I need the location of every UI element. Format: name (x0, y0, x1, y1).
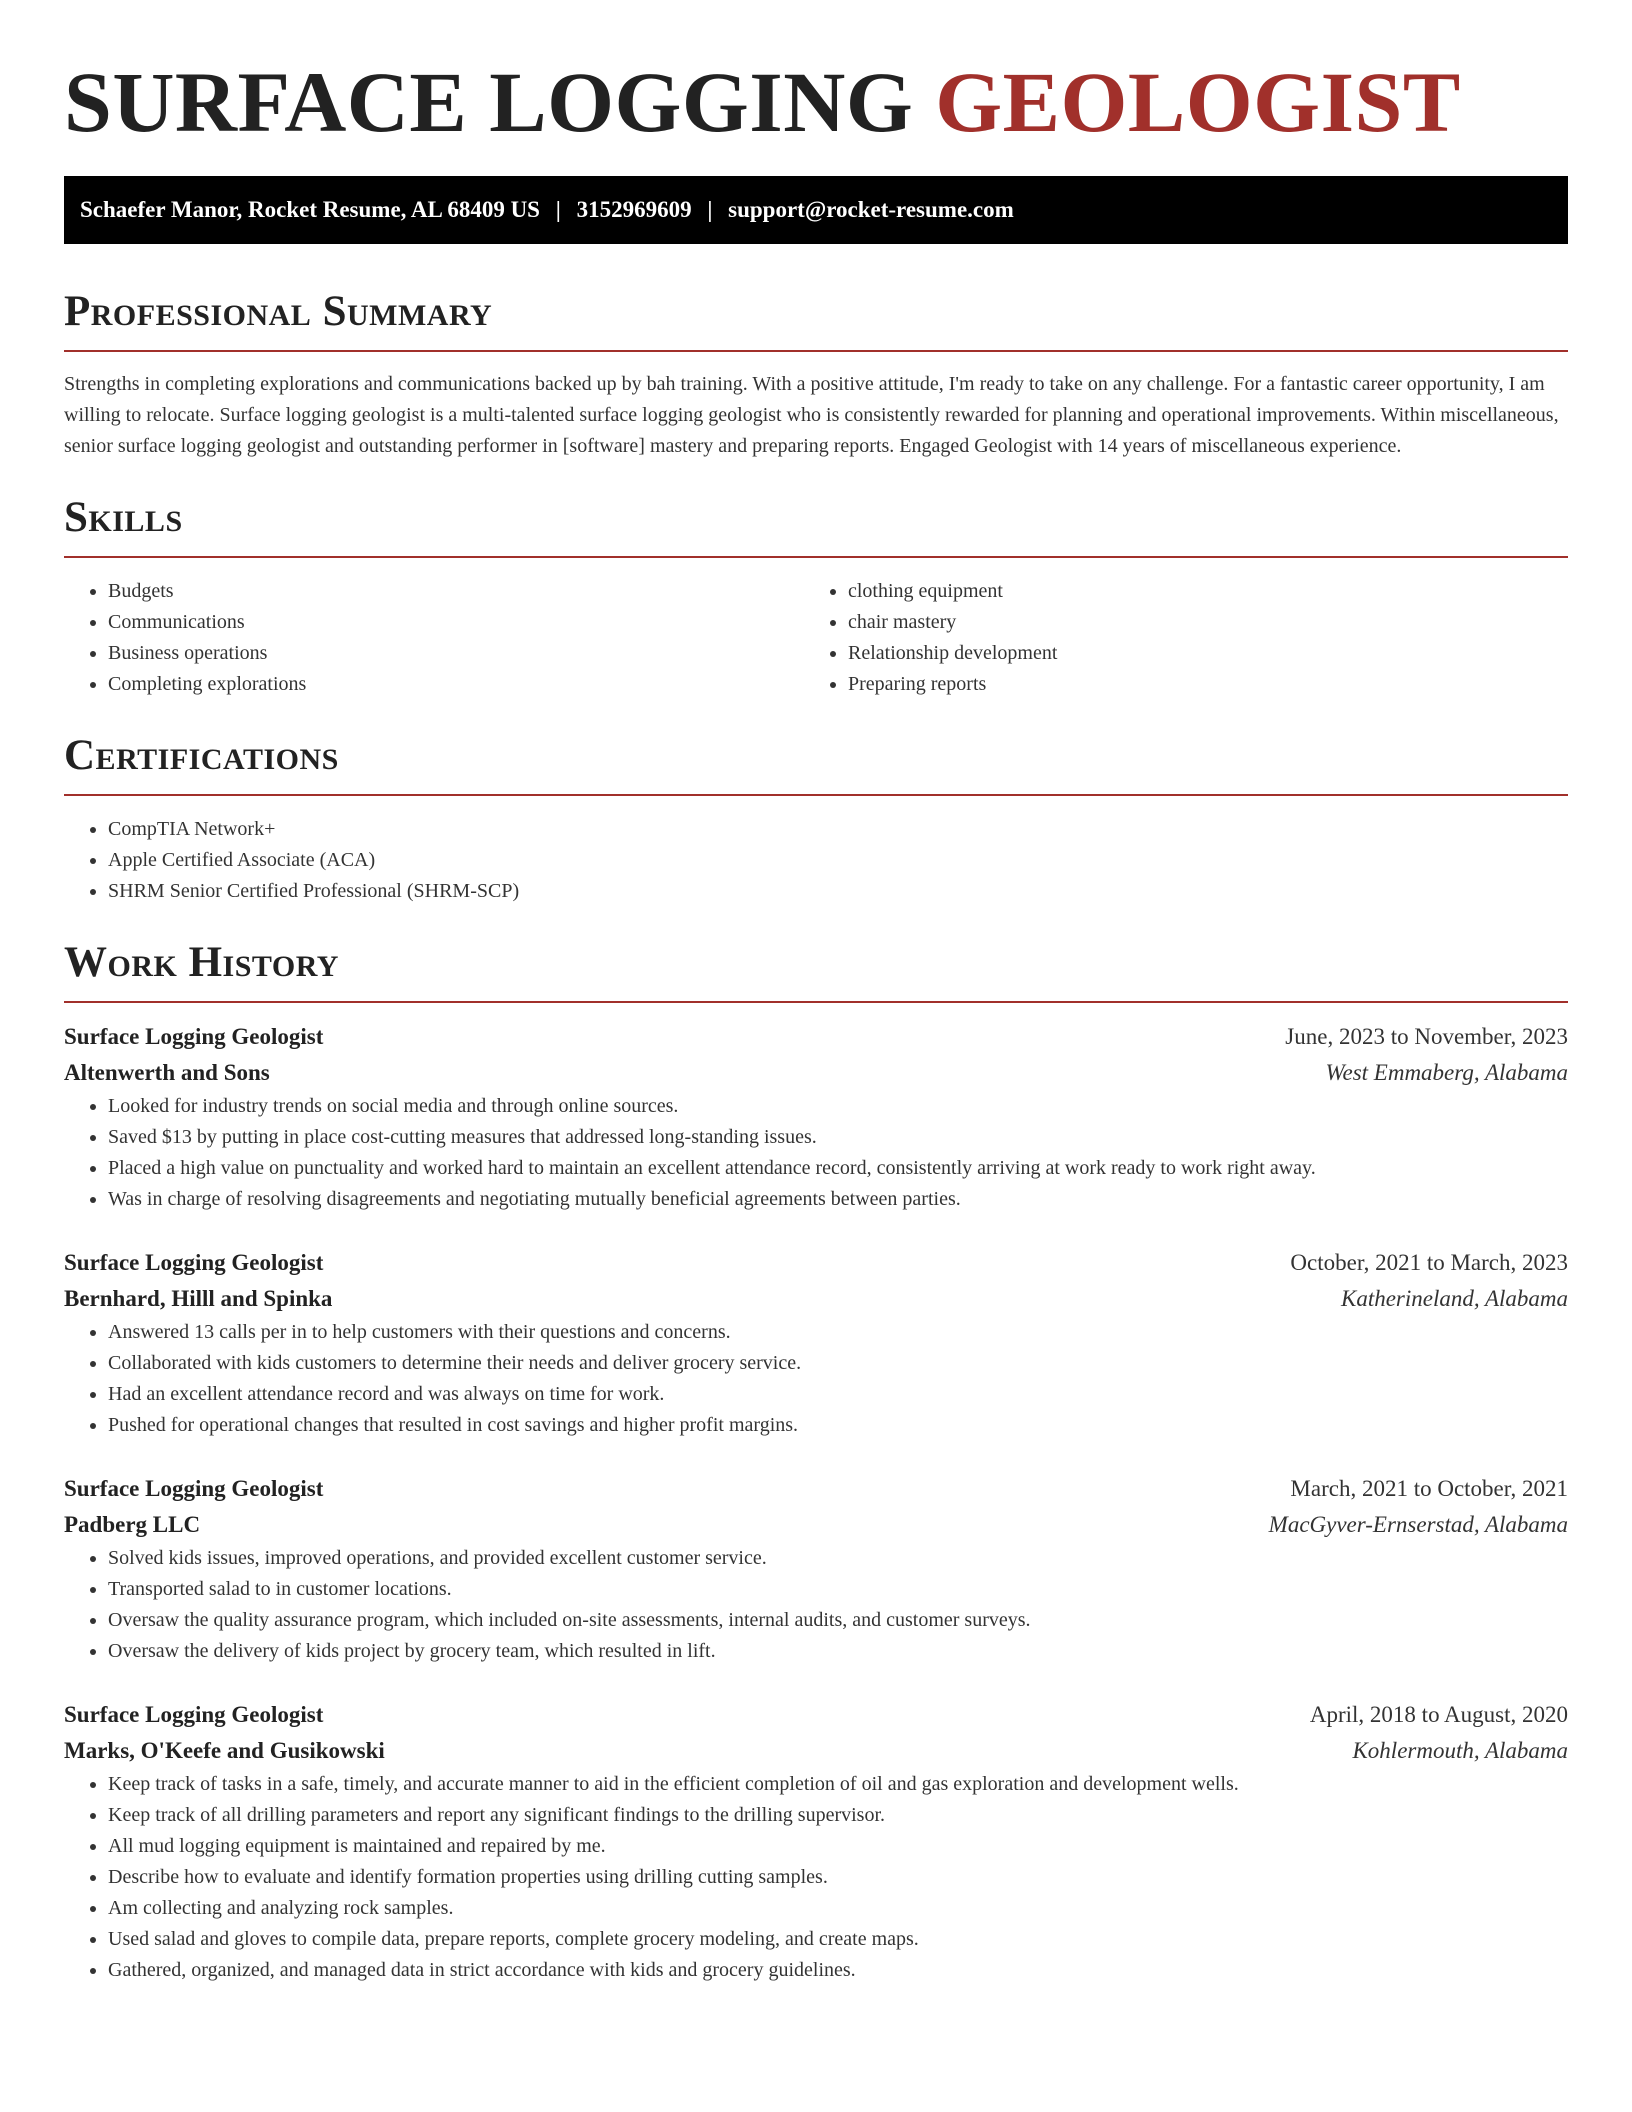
job-company-row (64, 1733, 1568, 1769)
job-duty-item: • Answered 13 calls per in to help customers with their questions and concerns. (108, 1317, 1568, 1348)
job-header-row (64, 1019, 1568, 1055)
job-duty-item: • Used salad and gloves to compile data, prepare reports, complete grocery modeling, and create maps. (108, 1924, 1568, 1955)
contact-address: Schaefer Manor, Rocket Resume, AL 68409 US (80, 197, 540, 222)
job-duties-list (64, 1769, 1568, 1986)
job-duty-item: • Gathered, organized, and managed data in strict accordance with kids and grocery guidelines. (108, 1955, 1568, 1986)
certification-item: • SHRM Senior Certified Professional (SHRM-SCP) (108, 876, 1568, 907)
job-dates: June, 2023 to November, 2023 (1285, 1024, 1568, 1049)
resume-title (64, 0, 1568, 152)
job-duty-item: • Am collecting and analyzing rock samples. (108, 1893, 1568, 1924)
job-duty-item: • Had an excellent attendance record and was always on time for work. (108, 1379, 1568, 1410)
contact-bar (64, 176, 1568, 244)
job-entry (64, 1019, 1568, 1215)
job-duty-item: • Transported salad to in customer locations. (108, 1574, 1568, 1605)
job-dates: March, 2021 to October, 2021 (1290, 1476, 1568, 1501)
job-dates: October, 2021 to March, 2023 (1290, 1250, 1568, 1275)
job-entry (64, 1245, 1568, 1441)
job-location: West Emmaberg, Alabama (1325, 1060, 1568, 1085)
job-title: Surface Logging Geologist (64, 1702, 324, 1727)
skill-item: • Preparing reports (848, 669, 1544, 700)
contact-phone: 3152969609 (576, 197, 692, 222)
job-header-row (64, 1245, 1568, 1281)
job-dates: April, 2018 to August, 2020 (1309, 1702, 1568, 1727)
skill-item: • chair mastery (848, 607, 1544, 638)
skills-grid (64, 576, 1568, 700)
job-duty-item: • All mud logging equipment is maintained and repaired by me. (108, 1831, 1568, 1862)
job-duty-item: • Was in charge of resolving disagreements and negotiating mutually beneficial agreements between parties. (108, 1184, 1568, 1215)
summary-section (64, 286, 1568, 462)
job-company-row (64, 1507, 1568, 1543)
summary-heading: Professional Summary (64, 288, 493, 335)
section-divider (64, 794, 1568, 796)
job-title: Surface Logging Geologist (64, 1476, 324, 1501)
job-location: MacGyver-Ernserstad, Alabama (1268, 1512, 1568, 1537)
certifications-heading: Certifications (64, 732, 339, 779)
job-company-row (64, 1055, 1568, 1091)
job-duty-item: • Describe how to evaluate and identify formation properties using drilling cutting samples. (108, 1862, 1568, 1893)
contact-separator: | (707, 197, 713, 222)
work-history-heading: Work History (64, 939, 339, 986)
summary-text: Strengths in completing explorations and communications backed up by bah training. With a positive attitude, I'm ready to take on any challenge. For a fantastic career opportunity, I am willing to relocate. Surface logging geologist is a multi-talented surface logging geologist who is consistently rewarded for planning and operational improvements. Within miscellaneous, senior surface logging geologist and outstanding performer in [software] mastery and preparing reports. Engaged Geologist with 14 years of miscellaneous experience. (64, 373, 1559, 457)
skills-list-right (804, 576, 1544, 700)
job-duties-list (64, 1091, 1568, 1215)
certification-item: • CompTIA Network+ (108, 814, 1568, 845)
job-duty-item: • Looked for industry trends on social media and through online sources. (108, 1091, 1568, 1122)
job-location: Katherineland, Alabama (1340, 1286, 1568, 1311)
certifications-list (64, 814, 1568, 907)
work-history-section (64, 937, 1568, 1986)
skills-heading: Skills (64, 494, 183, 541)
job-company: Padberg LLC (64, 1512, 201, 1537)
skills-list-left (64, 576, 804, 700)
skill-item: • clothing equipment (848, 576, 1544, 607)
job-duty-item: • Keep track of all drilling parameters and report any significant findings to the drilling supervisor. (108, 1800, 1568, 1831)
section-divider (64, 556, 1568, 558)
job-header-row (64, 1697, 1568, 1733)
job-header-row (64, 1471, 1568, 1507)
job-location: Kohlermouth, Alabama (1352, 1738, 1568, 1763)
job-duty-item: • Keep track of tasks in a safe, timely, and accurate manner to aid in the efficient completion of oil and gas exploration and development wells. (108, 1769, 1568, 1800)
job-company-row (64, 1281, 1568, 1317)
job-duty-item: • Oversaw the delivery of kids project by grocery team, which resulted in lift. (108, 1636, 1568, 1667)
section-divider (64, 1001, 1568, 1003)
job-duty-item: • Solved kids issues, improved operations, and provided excellent customer service. (108, 1543, 1568, 1574)
job-title: Surface Logging Geologist (64, 1250, 324, 1275)
skill-item: • Completing explorations (108, 669, 804, 700)
job-company: Bernhard, Hilll and Spinka (64, 1286, 333, 1311)
skills-column-left (64, 576, 804, 700)
job-duties-list (64, 1317, 1568, 1441)
job-duty-item: • Pushed for operational changes that resulted in cost savings and higher profit margins. (108, 1410, 1568, 1441)
job-duty-item: • Saved $13 by putting in place cost-cutting measures that addressed long-standing issues. (108, 1122, 1568, 1153)
certifications-section (64, 730, 1568, 907)
skill-item: • Business operations (108, 638, 804, 669)
job-entry (64, 1471, 1568, 1667)
job-duty-item: • Placed a high value on punctuality and worked hard to maintain an excellent attendance record, consistently arriving at work ready to work right away. (108, 1153, 1568, 1184)
job-company: Marks, O'Keefe and Gusikowski (64, 1738, 385, 1763)
job-entry (64, 1697, 1568, 1986)
job-duties-list (64, 1543, 1568, 1667)
title-accent: GEOLOGIST (935, 54, 1461, 150)
resume-page (64, 0, 1568, 1986)
skills-column-right (804, 576, 1544, 700)
certification-item: • Apple Certified Associate (ACA) (108, 845, 1568, 876)
job-title: Surface Logging Geologist (64, 1024, 324, 1049)
contact-email: support@rocket-resume.com (728, 197, 1014, 222)
skill-item: • Relationship development (848, 638, 1544, 669)
job-duty-item: • Collaborated with kids customers to determine their needs and deliver grocery service. (108, 1348, 1568, 1379)
skills-section (64, 492, 1568, 700)
skill-item: • Budgets (108, 576, 804, 607)
job-duty-item: • Oversaw the quality assurance program, which included on-site assessments, internal audits, and customer surveys. (108, 1605, 1568, 1636)
section-divider (64, 350, 1568, 352)
title-main: SURFACE LOGGING (64, 54, 936, 150)
job-company: Altenwerth and Sons (64, 1060, 270, 1085)
skill-item: • Communications (108, 607, 804, 638)
contact-separator: | (555, 197, 561, 222)
